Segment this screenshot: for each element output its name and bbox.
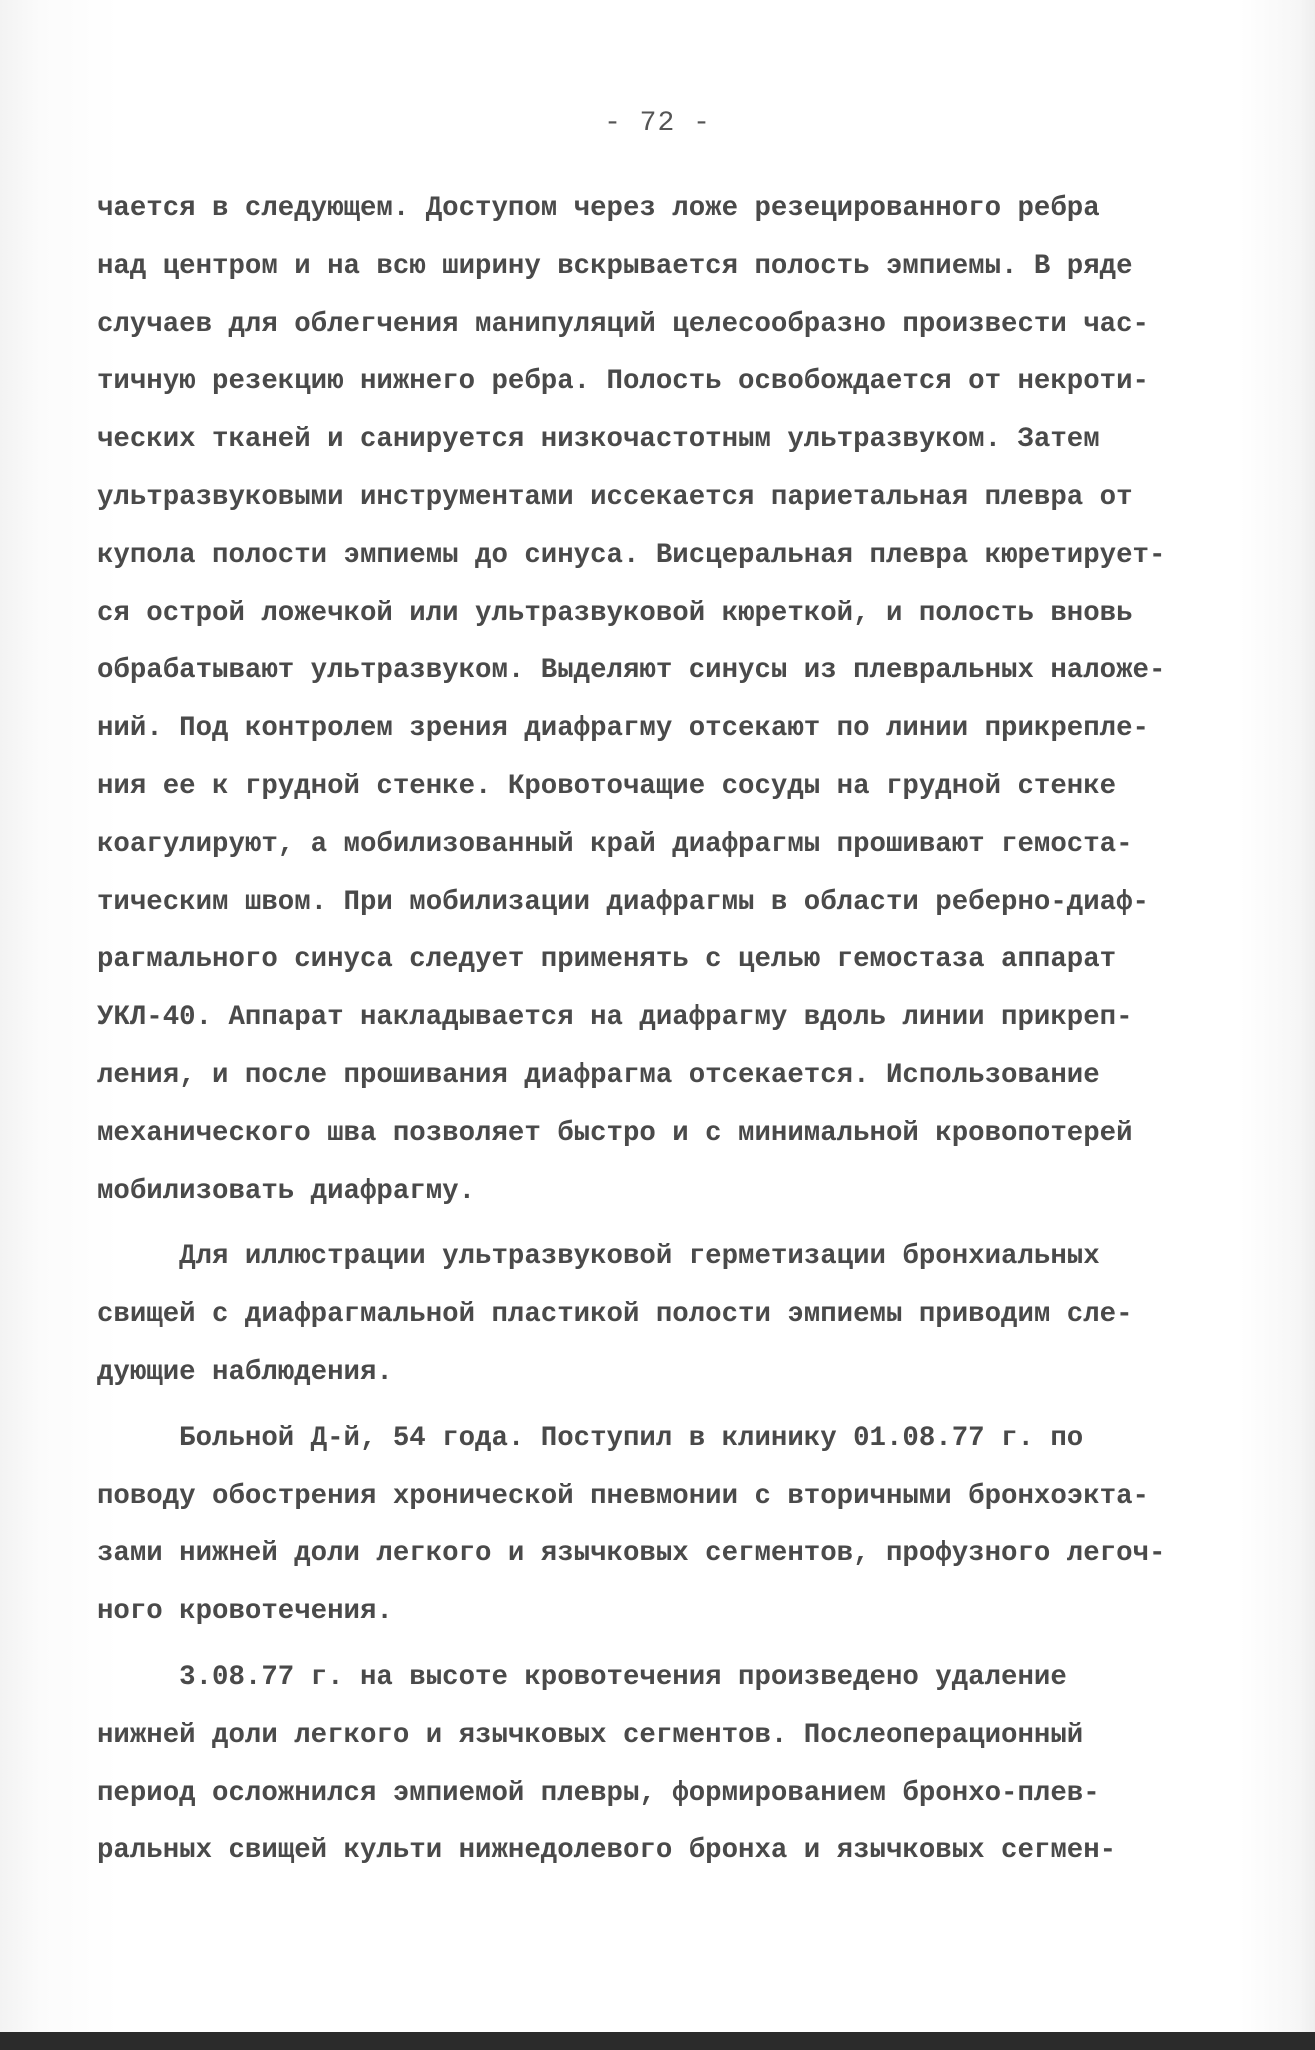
paragraph-1 xyxy=(97,180,1237,1220)
text-line: рагмального синуса следует применять с целью гемостаза аппарат xyxy=(97,944,1117,976)
text-line: период осложнился эмпиемой плевры, формированием бронхо-плев- xyxy=(97,1777,1100,1809)
text-line: Для иллюстрации ультразвуковой герметизации бронхиальных xyxy=(97,1241,1100,1273)
paragraph-4 xyxy=(97,1649,1237,1880)
text-line: Больной Д-й, 54 года. Поступил в клинику 01.08.77 г. по xyxy=(97,1422,1084,1454)
text-line: ний. Под контролем зрения диафрагму отсекают по линии прикрепле- xyxy=(97,713,1149,745)
page-number: - 72 - xyxy=(604,108,711,139)
text-line: нижней доли легкого и язычковых сегментов. Послеоперационный xyxy=(97,1719,1084,1751)
text-line: ления, и после прошивания диафрагма отсекается. Использование xyxy=(97,1059,1100,1091)
text-line: чается в следующем. Доступом через ложе резецированного ребра xyxy=(97,193,1100,224)
text-line: УКЛ-40. Аппарат накладывается на диафрагму вдоль линии прикреп- xyxy=(97,1002,1133,1034)
text-line: поводу обострения хронической пневмонии с вторичными бронхоэкта- xyxy=(97,1480,1149,1512)
paragraph-3 xyxy=(97,1410,1237,1641)
text-line: тичную резекцию нижнего ребра. Полость освобождается от некроти- xyxy=(97,366,1149,398)
paragraph-2 xyxy=(97,1228,1237,1401)
text-line: ческих тканей и санируется низкочастотным ультразвуком. Затем xyxy=(97,424,1100,456)
text-line: коагулируют, а мобилизованный край диафрагмы прошивают гемоста- xyxy=(97,828,1133,860)
text-line: ральных свищей культи нижнедолевого бронха и язычковых сегмен- xyxy=(97,1835,1117,1867)
paragraph-spacer xyxy=(97,1641,1237,1649)
text-line: свищей с диафрагмальной пластикой полости эмпиемы приводим сле- xyxy=(97,1299,1133,1331)
text-line: случаев для облегчения манипуляций целесообразно произвести час- xyxy=(97,308,1149,340)
paragraph-spacer xyxy=(97,1402,1237,1410)
text-line: мобилизовать диафрагму. xyxy=(97,1175,476,1207)
text-line: обрабатывают ультразвуком. Выделяют синусы из плевральных наложе- xyxy=(97,655,1166,687)
text-line: зами нижней доли легкого и язычковых сегментов, профузного легоч- xyxy=(97,1538,1166,1570)
text-line: над центром и на всю ширину вскрывается полость эмпиемы. В ряде xyxy=(97,250,1133,282)
text-line: ния ее к грудной стенке. Кровоточащие сосуды на грудной стенке xyxy=(97,770,1117,802)
text-line: купола полости эмпиемы до синуса. Висцеральная плевра кюретирует- xyxy=(97,539,1166,571)
paragraph-spacer xyxy=(97,1220,1237,1228)
text-line: механического шва позволяет быстро и с минимальной кровопотерей xyxy=(97,1117,1133,1149)
text-line: дующие наблюдения. xyxy=(97,1356,393,1388)
text-line: ного кровотечения. xyxy=(97,1596,393,1628)
body-text xyxy=(97,180,1237,1880)
text-line: ультразвуковыми инструментами иссекается париетальная плевра от xyxy=(97,481,1133,513)
text-line: тическим швом. При мобилизации диафрагмы в области реберно-диаф- xyxy=(97,886,1149,918)
scan-bottom-edge xyxy=(0,2032,1315,2050)
text-line: 3.08.77 г. на высоте кровотечения произведено удаление xyxy=(97,1661,1067,1693)
text-line: ся острой ложечкой или ультразвуковой кюреткой, и полость вновь xyxy=(97,597,1133,629)
